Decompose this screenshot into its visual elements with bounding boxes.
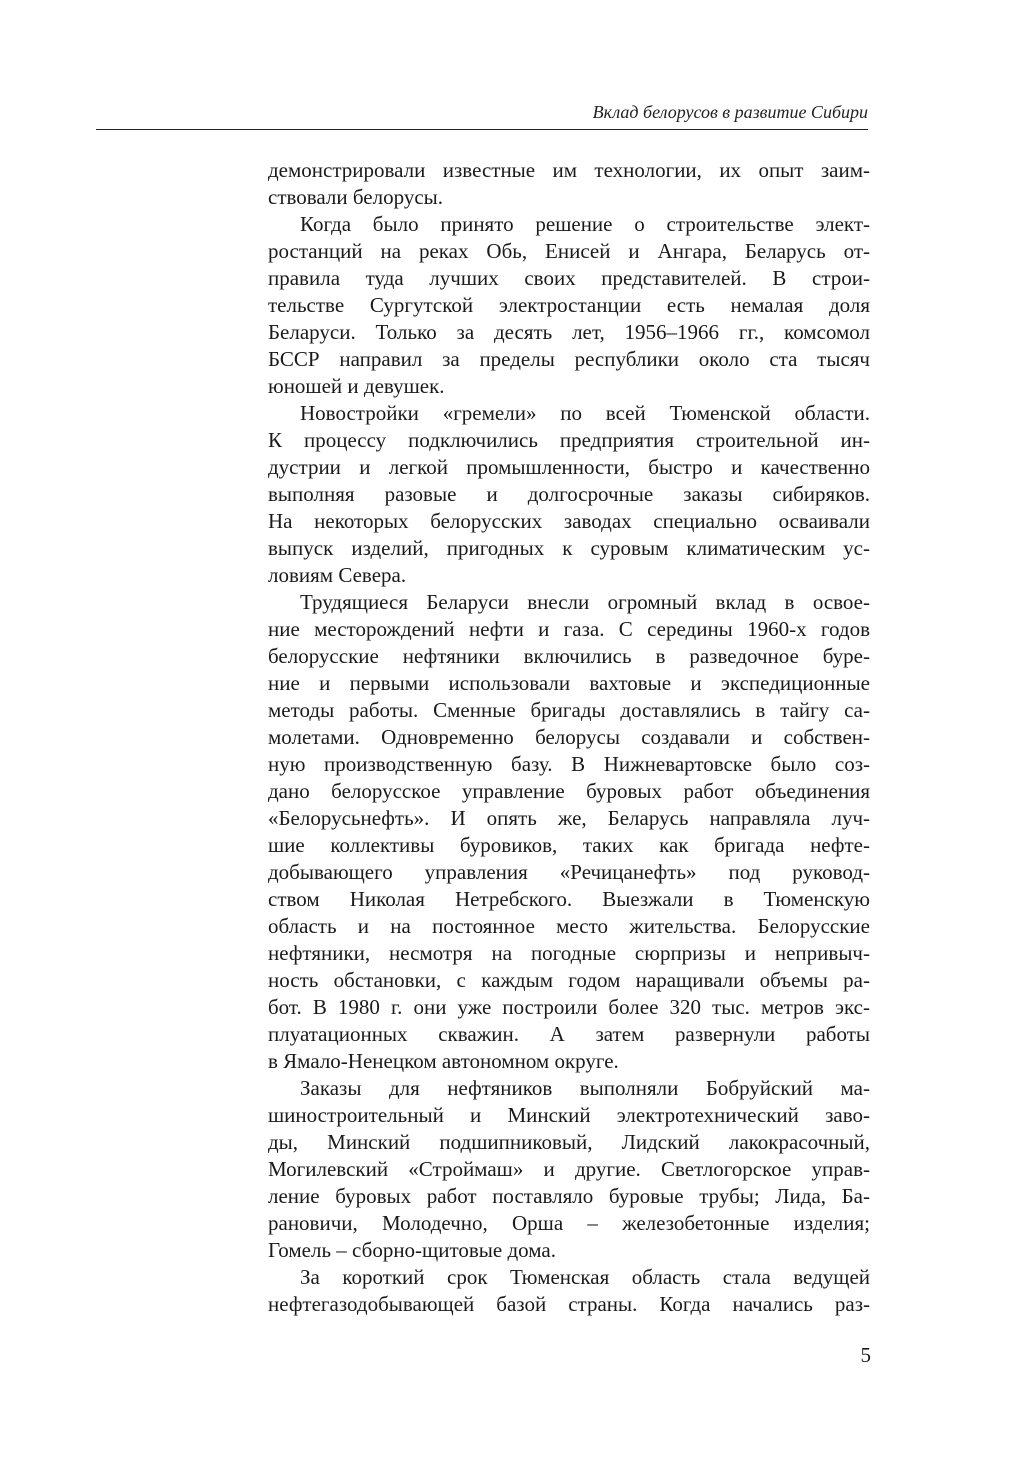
paragraph [268, 211, 870, 400]
text-line: правила туда лучших своих представителей. В строи- [268, 266, 870, 290]
text-line: рановичи, Молодечно, Орша – железобетонные изделия; [268, 1211, 870, 1235]
text-line: ловиям Севера. [268, 563, 407, 587]
paragraph [268, 1264, 870, 1318]
text-line: Новостройки «гремели» по всей Тюменской области. [300, 401, 870, 425]
text-line: Трудящиеся Беларуси внесли огромный вклад в освое- [300, 590, 870, 614]
text-line: ды, Минский подшипниковый, Лидский лакокрасочный, [268, 1130, 870, 1154]
text-line: Заказы для нефтяников выполняли Бобруйский ма- [300, 1076, 870, 1100]
text-line: методы работы. Сменные бригады доставлялись в тайгу са- [268, 698, 870, 722]
text-line: белорусские нефтяники включились в разведочное буре- [268, 644, 870, 668]
paragraph [268, 589, 870, 1075]
text-line: бот. В 1980 г. они уже построили более 320 тыс. метров экс- [268, 995, 870, 1019]
body-text [268, 157, 870, 1318]
text-line: Могилевский «Строймаш» и другие. Светлогорское управ- [268, 1157, 870, 1181]
text-line: добывающего управления «Речицанефть» под руковод- [268, 860, 870, 884]
text-line: Беларуси. Только за десять лет, 1956–1966 гг., комсомол [268, 320, 870, 344]
text-line: Гомель – сборно-щитовые дома. [268, 1238, 556, 1262]
text-line: ность обстановки, с каждым годом наращивали объемы ра- [268, 968, 870, 992]
text-line: нефтегазодобывающей базой страны. Когда начались раз- [268, 1292, 870, 1316]
paragraph [268, 400, 870, 589]
page-number: 5 [860, 1343, 871, 1367]
text-line: плуатационных скважин. А затем развернули работы [268, 1022, 870, 1046]
text-line: ление буровых работ поставляло буровые трубы; Лида, Ба- [268, 1184, 870, 1208]
running-head: Вклад белорусов в развитие Сибири [592, 102, 868, 122]
text-line: ние и первыми использовали вахтовые и экспедиционные [268, 671, 870, 695]
text-line: выпуск изделий, пригодных к суровым климатическим ус- [268, 536, 870, 560]
text-line: молетами. Одновременно белорусы создавали и собствен- [268, 725, 870, 749]
text-line: шие коллективы буровиков, таких как бригада нефте- [268, 833, 870, 857]
text-line: тельстве Сургутской электростанции есть немалая доля [268, 293, 870, 317]
paragraph [268, 157, 870, 211]
text-line: За короткий срок Тюменская область стала ведущей [300, 1265, 870, 1289]
text-line: шиностроительный и Минский электротехнический заво- [268, 1103, 870, 1127]
text-line: демонстрировали известные им технологии, их опыт заим- [268, 158, 870, 182]
paragraph [268, 1075, 870, 1264]
text-line: ростанций на реках Обь, Енисей и Ангара, Беларусь от- [268, 239, 870, 263]
text-line: Когда было принято решение о строительстве элект- [300, 212, 870, 236]
text-line: К процессу подключились предприятия строительной ин- [268, 428, 870, 452]
text-line: в Ямало-Ненецком автономном округе. [268, 1049, 619, 1073]
text-line: дано белорусское управление буровых работ объединения [268, 779, 870, 803]
text-line: ством Николая Нетребского. Выезжали в Тюменскую [268, 887, 870, 911]
text-line: ствовали белорусы. [268, 185, 443, 209]
text-line: «Белорусьнефть». И опять же, Беларусь направляла луч- [268, 806, 870, 830]
text-line: юношей и девушек. [268, 374, 445, 398]
text-line: дустрии и легкой промышленности, быстро и качественно [268, 455, 870, 479]
text-line: нефтяники, несмотря на погодные сюрпризы и непривыч- [268, 941, 870, 965]
text-line: ную производственную базу. В Нижневартовске было соз- [268, 752, 870, 776]
header-rule [96, 129, 868, 130]
text-line: выполняя разовые и долгосрочные заказы сибиряков. [268, 482, 870, 506]
text-line: На некоторых белорусских заводах специально осваивали [268, 509, 870, 533]
text-line: область и на постоянное место жительства. Белорусские [268, 914, 870, 938]
text-line: ние месторождений нефти и газа. С середины 1960-х годов [268, 617, 870, 641]
text-line: БССР направил за пределы республики около ста тысяч [268, 347, 870, 371]
